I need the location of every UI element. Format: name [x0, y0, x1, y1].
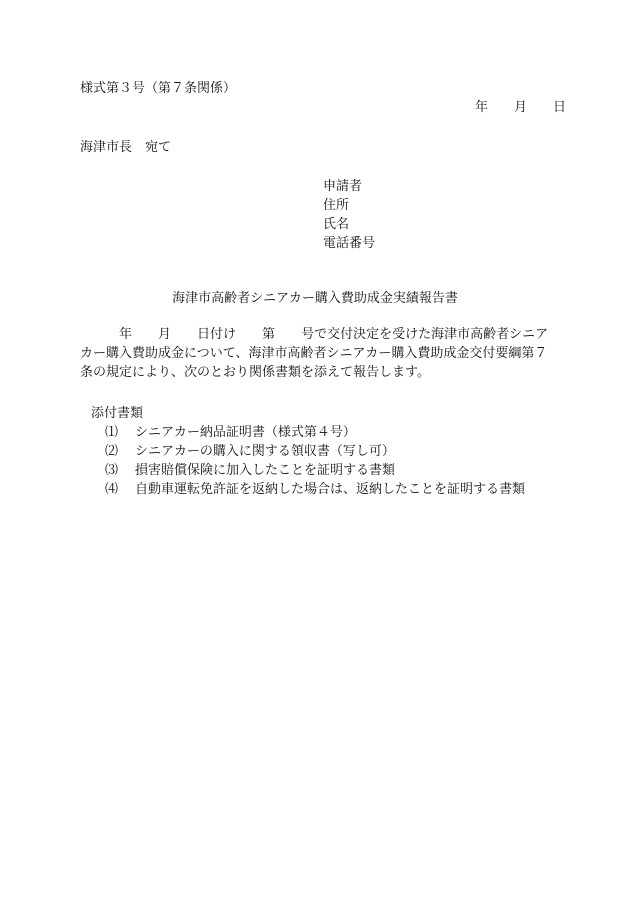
- attachment-item: [105, 442, 395, 461]
- attachment-text: 自動車運転免許証を返納した場合は、返納したことを証明する書類: [135, 482, 526, 497]
- date-line: [475, 98, 566, 117]
- applicant-phone-label: 電話番号: [323, 236, 376, 251]
- attachment-item: [105, 480, 525, 499]
- applicant-address-label: 住所: [323, 198, 350, 213]
- attachments-heading: 添付書類: [91, 406, 144, 421]
- attachment-number: ⑷: [105, 482, 119, 497]
- attachment-text: シニアカー納品証明書（様式第４号）: [135, 425, 356, 440]
- form-number: 様式第３号（第７条関係）: [80, 81, 237, 96]
- attachment-number: ⑵: [105, 444, 119, 459]
- attachment-item: [105, 423, 356, 442]
- body-line-1-rest: 号で交付決定を受けた海津市高齢者シニア: [301, 327, 549, 342]
- body-line-1: [80, 325, 556, 344]
- applicant-block: [323, 177, 375, 253]
- attachment-text: シニアカーの購入に関する領収書（写し可）: [135, 444, 395, 459]
- attachment-item: [105, 461, 395, 480]
- body-paragraph: [80, 325, 556, 382]
- date-month-label: 月: [513, 100, 527, 115]
- attachment-text: 損害賠償保険に加入したことを証明する書類: [135, 463, 396, 478]
- body-month-label: 月: [158, 327, 172, 342]
- attachment-number: ⑶: [105, 463, 119, 478]
- body-year-label: 年: [119, 327, 133, 342]
- attachment-number: ⑴: [105, 425, 119, 440]
- body-line-3: 条の規定により、次のとおり関係書類を添えて報告します。: [80, 365, 430, 380]
- body-dated-label: 日付け: [197, 327, 237, 342]
- document-title: 海津市高齢者シニアカー購入費助成金実績報告書: [172, 291, 458, 306]
- date-day-label: 日: [552, 100, 566, 115]
- date-year-label: 年: [474, 100, 488, 115]
- addressee: 海津市長 宛て: [80, 140, 172, 155]
- body-line-2: カー購入費助成金について、海津市高齢者シニアカー購入費助成金交付要綱第７: [80, 346, 548, 361]
- attachments-section: [91, 404, 526, 497]
- body-number-label: 第: [262, 327, 276, 342]
- applicant-title: 申請者: [323, 179, 363, 194]
- applicant-name-label: 氏名: [323, 217, 350, 232]
